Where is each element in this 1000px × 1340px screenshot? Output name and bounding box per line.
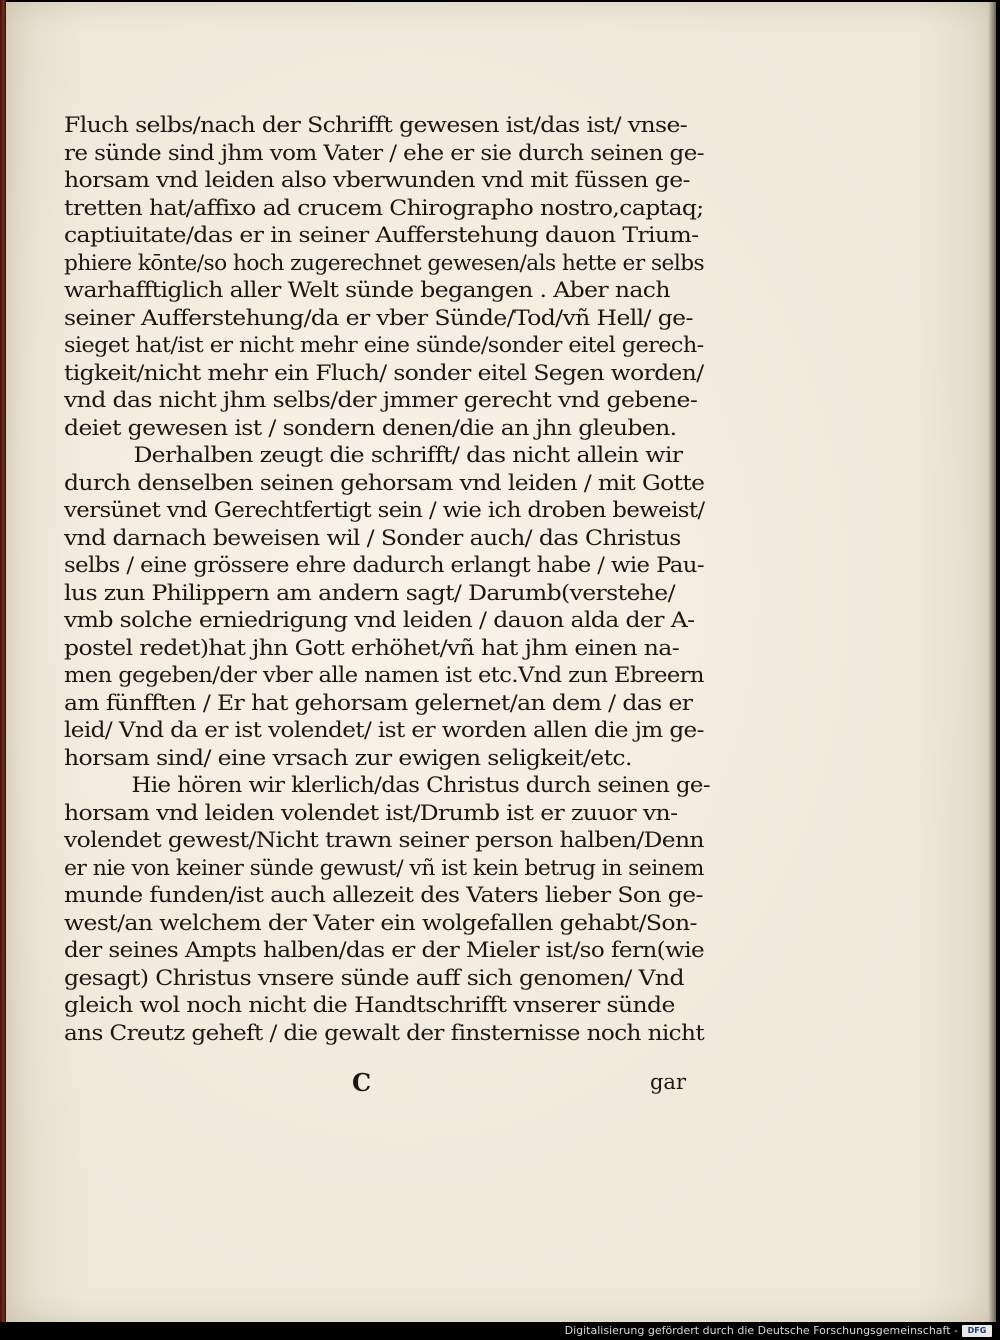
text-line: Fluch selbs/nach der Schrifft gewesen ist/das ist/ vnse- — [64, 113, 688, 137]
text-line: munde funden/ist auch allezeit des Vaters lieber Son ge- — [64, 883, 703, 907]
text-line: versünet vnd Gerechtfertigt sein / wie ich droben beweist/ — [64, 498, 705, 522]
credit-text: Digitalisierung gefördert durch die Deutsche Forschungsgemeinschaft - — [564, 1324, 958, 1337]
text-line: durch denselben seinen gehorsam vnd leiden / mit Gotte — [64, 470, 705, 495]
text-line: gleich wol noch nicht die Handtschrifft vnserer sünde — [64, 993, 675, 1017]
text-line: re sünde sind jhm vom Vater / ehe er sie durch seinen ge- — [64, 140, 704, 165]
text-line: am fünfften / Er hat gehorsam gelernet/an dem / das er — [64, 690, 693, 715]
text-line: er nie von keiner sünde gewust/ vñ ist kein betrug in seinem — [64, 855, 704, 880]
text-line: horsam sind/ eine vrsach zur ewigen seligkeit/etc. — [64, 745, 632, 770]
catchword: gar — [649, 1070, 686, 1094]
text-line: warhafftiglich aller Welt sünde begangen . Aber nach — [64, 278, 670, 302]
text-line: lus zun Philippern am andern sagt/ Darumb(verstehe/ — [64, 580, 675, 605]
text-line: tigkeit/nicht mehr ein Fluch/ sonder eitel Segen worden/ — [64, 360, 704, 385]
text-line: horsam vnd leiden also vberwunden vnd mit füssen ge- — [64, 168, 690, 192]
text-line: tretten hat/affixo ad crucem Chirographo nostro,captaq; — [64, 195, 704, 220]
text-line: phiere kōnte/so hoch zugerechnet gewesen/als hette er selbs — [64, 250, 705, 275]
text-line: west/an welchem der Vater ein wolgefallen gehabt/Son- — [64, 910, 697, 935]
text-line: gesagt) Christus vnsere sünde auff sich genomen/ Vnd — [64, 965, 684, 990]
text-line: Hie hören wir klerlich/das Christus durch seinen ge- — [131, 773, 710, 797]
text-block — [64, 112, 710, 1047]
credit-bar — [0, 1322, 1000, 1340]
text-line: ans Creutz geheft / die gewalt der finsternisse noch nicht — [64, 1020, 705, 1045]
page-foot — [64, 1068, 704, 1098]
text-line: der seines Ampts halben/das er der Mieler ist/so fern(wie — [64, 938, 705, 962]
text-line: leid/ Vnd da er ist volendet/ ist er worden allen die jm ge- — [64, 718, 704, 742]
dfg-logo: DFG — [962, 1325, 992, 1337]
text-line: Derhalben zeugt die schrifft/ das nicht allein wir — [133, 443, 683, 467]
text-line: horsam vnd leiden volendet ist/Drumb ist er zuuor vn- — [64, 800, 678, 825]
text-line: captiuitate/das er in seiner Aufferstehung dauon Trium- — [64, 223, 699, 247]
text-line: seiner Aufferstehung/da er vber Sünde/Tod/vñ Hell/ ge- — [64, 305, 693, 330]
page-edge — [988, 2, 996, 1322]
text-line: deiet gewesen ist / sondern denen/die an jhn gleuben. — [64, 415, 677, 440]
text-line: vnd das nicht jhm selbs/der jmmer gerecht vnd gebene- — [64, 388, 698, 412]
text-line: vmb solche erniedrigung vnd leiden / dauon alda der A- — [64, 608, 695, 632]
text-line: selbs / eine grössere ehre dadurch erlangt habe / wie Pau- — [64, 553, 704, 577]
text-line: volendet gewest/Nicht trawn seiner person halben/Denn — [64, 828, 704, 852]
text-line: sieget hat/ist er nicht mehr eine sünde/sonder eitel gerech- — [64, 333, 704, 357]
book-page — [6, 2, 996, 1322]
text-line: vnd darnach beweisen wil / Sonder auch/ das Christus — [64, 525, 681, 550]
signature-mark: C — [352, 1068, 372, 1097]
text-line: men gegeben/der vber alle namen ist etc.Vnd zun Ebreern — [64, 663, 704, 687]
text-line: postel redet)hat jhn Gott erhöhet/vñ hat jhm einen na- — [64, 635, 680, 660]
